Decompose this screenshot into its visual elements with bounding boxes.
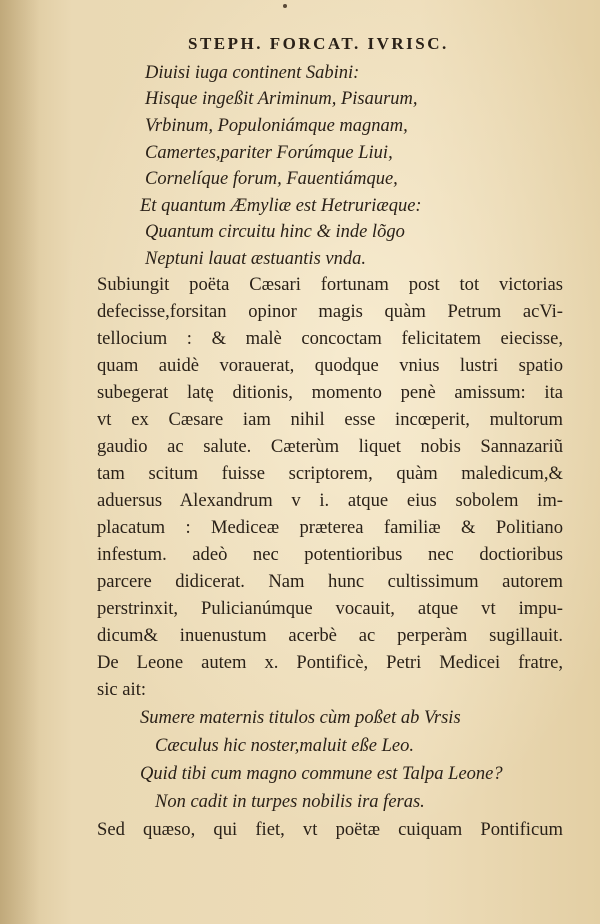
prose-line: gaudio ac salute. Cæterùm liquet nobis Sannazariũ	[97, 436, 563, 457]
prose-line: Sed quæso, qui fiet, vt poëtæ cuiquam Pontificum	[97, 819, 563, 840]
prose-line: De Leone autem x. Pontificè, Petri Medicei fratre,	[97, 652, 563, 673]
verse-line: Vrbinum, Populoniámque magnam,	[145, 116, 408, 136]
verse-line: Camertes,pariter Forúmque Liui,	[145, 143, 393, 163]
prose-line: dicum& inuenustum acerbè ac perperàm sugillauit.	[97, 625, 563, 646]
prose-line: perstrinxit, Pulicianúmque vocauit, atque vt impu-	[97, 598, 563, 619]
verse-line: Quid tibi cum magno commune est Talpa Leone?	[140, 764, 503, 784]
verse-line: Cornelíque forum, Fauentiámque,	[145, 169, 398, 189]
prose-line: sic ait:	[97, 679, 147, 700]
verse-line: Sumere maternis titulos cùm poßet ab Vrsis	[140, 708, 461, 728]
verse-line: Cæculus hic noster,maluit eße Leo.	[155, 736, 414, 756]
prose-block-2	[97, 816, 563, 843]
verse-line: Hisque ingeßit Ariminum, Pisaurum,	[145, 89, 418, 109]
prose-line: Subiungit poëta Cæsari fortunam post tot victorias	[97, 274, 563, 295]
ornament-dot	[283, 4, 287, 8]
prose-line: infestum. adeò nec potentioribus nec doctioribus	[97, 544, 563, 565]
prose-line: quam auidè vorauerat, quodque vnius lustri spatio	[97, 355, 563, 376]
verse-line: Neptuni lauat æstuantis vnda.	[145, 249, 366, 269]
prose-line: defecisse,forsitan opinor magis quàm Petrum acVi-	[97, 301, 563, 322]
running-title: STEPH. FORCAT. IVRISC.	[188, 34, 449, 53]
verse-line: Quantum circuitu hinc & inde lõgo	[145, 222, 405, 242]
prose-line: vt ex Cæsare iam nihil esse incœperit, multorum	[97, 409, 563, 430]
prose-line: placatum : Mediceæ præterea familiæ & Politiano	[97, 517, 563, 538]
verse-line: Non cadit in turpes nobilis ira feras.	[155, 792, 425, 812]
prose-line: subegerat latę ditionis, momento penè amissum: ita	[97, 382, 563, 403]
prose-line: tellocium : & malè concoctam felicitatem eiecisse,	[97, 328, 563, 349]
prose-line: tam scitum fuisse scriptorem, quàm maledicum,&	[97, 463, 563, 484]
verse-line: Et quantum Æmyliæ est Hetruriæque:	[140, 196, 422, 216]
prose-line: aduersus Alexandrum v i. atque eius sobolem im-	[97, 490, 563, 511]
verse-line: Diuisi iuga continent Sabini:	[145, 63, 360, 83]
prose-line: parcere didicerat. Nam hunc cultissimum autorem	[97, 571, 563, 592]
prose-block-1	[97, 271, 563, 703]
